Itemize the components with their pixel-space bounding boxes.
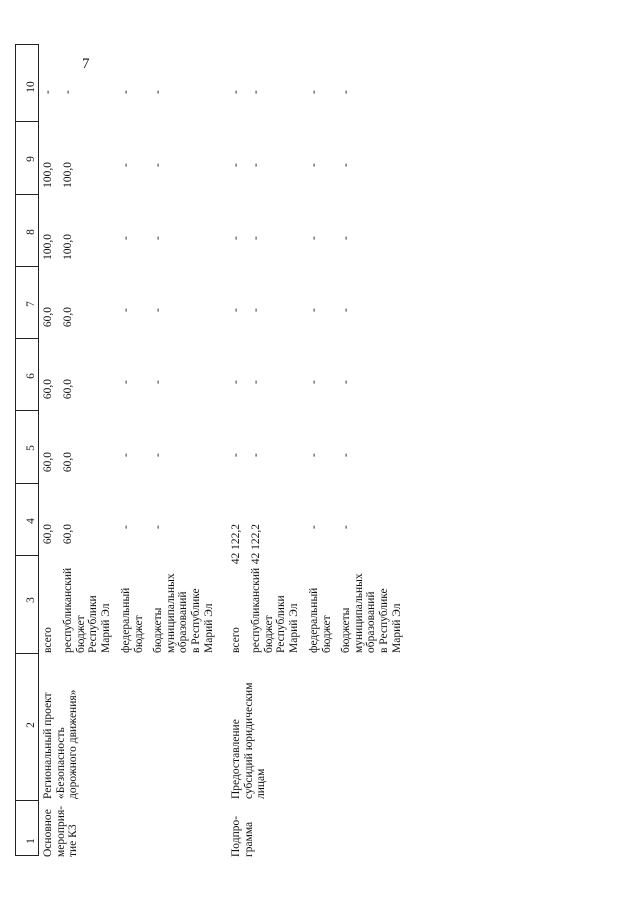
row2-type: Подпро- грамма [230,815,255,857]
row2-source-municipal: бюджеты муниципальных образований в Республике Марий Эл [340,573,403,653]
header-divider [15,855,39,856]
row1-municipal-col7: - [152,308,164,312]
row2-municipal-col7: - [340,308,352,312]
row1-total-col6: 60,0 [42,379,54,400]
row2-municipal-col9: - [340,163,352,167]
row1-total-col5: 60,0 [42,452,54,473]
col-number-7: 7 [25,301,37,307]
row2-source-federal: федеральный бюджет [308,587,333,653]
header-divider [15,194,39,195]
row1-republic-col9: 100,0 [62,162,74,188]
row2-federal-col4: - [308,525,320,529]
col-number-6: 6 [25,373,37,379]
row2-republic-col9: - [250,163,262,167]
row2-republic-col8: - [250,236,262,240]
row1-municipal-col6: - [152,380,164,384]
col-number-2: 2 [25,722,37,728]
col-number-9: 9 [25,156,37,162]
row2-total-col10: - [230,90,242,94]
col-number-4: 4 [25,518,37,524]
row2-total-col5: - [230,453,242,457]
col-number-1: 1 [25,838,37,844]
row1-type: Основное мероприя- тие К3 [42,805,80,857]
row1-total-col7: 60,0 [42,307,54,328]
row1-federal-col9: - [120,163,132,167]
row2-republic-col7: - [250,308,262,312]
row2-total-col6: - [230,380,242,384]
row1-republic-col10: - [62,90,74,94]
row2-republic-col6: - [250,380,262,384]
col-number-10: 10 [25,81,37,93]
row2-republic-col10: - [250,90,262,94]
row2-municipal-col10: - [340,90,352,94]
row1-source-republic: республиканский бюджет Республики Марий Эл [62,567,113,653]
col-number-3: 3 [25,597,37,603]
row2-municipal-col5: - [340,453,352,457]
header-divider [15,44,39,45]
header-divider [15,800,39,801]
row2-federal-col8: - [308,236,320,240]
row1-source-federal: федеральный бюджет [120,587,145,653]
row1-total-col10: - [42,90,54,94]
header-divider [15,410,39,411]
header-bottom-rule [38,44,39,856]
row1-source-municipal: бюджеты муниципальных образований в Республике Марий Эл [152,573,215,653]
row2-federal-col6: - [308,380,320,384]
row1-federal-col7: - [120,308,132,312]
row2-municipal-col4: - [340,525,352,529]
page-number: 7 [82,56,90,72]
row1-federal-col5: - [120,453,132,457]
row2-municipal-col8: - [340,236,352,240]
row1-source-total: всего [42,627,54,653]
row2-source-republic: республиканский бюджет Республики Марий Эл [250,567,301,653]
row2-municipal-col6: - [340,380,352,384]
col-number-8: 8 [25,229,37,235]
row1-municipal-col4: - [152,525,164,529]
row1-republic-col4: 60,0 [62,524,74,545]
row2-total-col7: - [230,308,242,312]
row1-municipal-col10: - [152,90,164,94]
row2-source-total: всего [230,627,242,653]
row2-federal-col9: - [308,163,320,167]
header-divider [15,653,39,654]
row2-federal-col10: - [308,90,320,94]
row1-total-col8: 100,0 [42,234,54,260]
row1-total-col9: 100,0 [42,162,54,188]
row2-federal-col5: - [308,453,320,457]
header-divider [15,555,39,556]
row2-name: Предоставление субсидий юридическим лицам [230,682,268,799]
row1-republic-col7: 60,0 [62,307,74,328]
row2-republic-col4: 42 122,2 [250,524,262,565]
header-divider [15,121,39,122]
row1-total-col4: 60,0 [42,524,54,545]
row1-municipal-col8: - [152,236,164,240]
row1-republic-col5: 60,0 [62,452,74,473]
row1-federal-col8: - [120,236,132,240]
row1-federal-col6: - [120,380,132,384]
row2-total-col8: - [230,236,242,240]
row2-total-col4: 42 122,2 [230,524,242,565]
row1-republic-col6: 60,0 [62,379,74,400]
row1-federal-col4: - [120,525,132,529]
row1-republic-col8: 100,0 [62,234,74,260]
header-divider [15,483,39,484]
header-top-rule [15,44,16,856]
col-number-5: 5 [25,445,37,451]
row1-municipal-col5: - [152,453,164,457]
row2-federal-col7: - [308,308,320,312]
row1-name: Региональный проект «Безопасность дорожного движения» [42,689,80,799]
row2-republic-col5: - [250,453,262,457]
header-divider [15,266,39,267]
row2-total-col9: - [230,163,242,167]
header-divider [15,338,39,339]
row1-federal-col10: - [120,90,132,94]
row1-municipal-col9: - [152,163,164,167]
